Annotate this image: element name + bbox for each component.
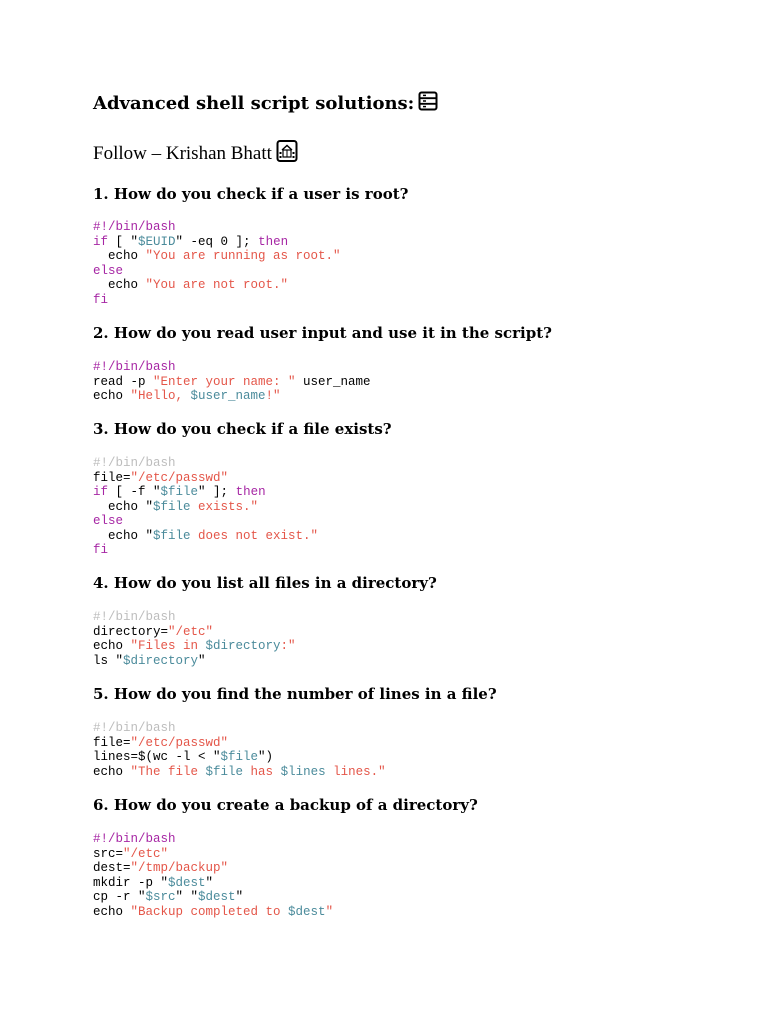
code-text: " -eq 0 ]; xyxy=(175,234,259,249)
page-title xyxy=(93,90,439,117)
code-text: lines=$(wc -l < " xyxy=(93,750,221,764)
code-shebang: #!/bin/bash xyxy=(93,360,176,374)
code-variable: $dest xyxy=(168,875,206,890)
page-title-text: Advanced shell script solutions: xyxy=(93,93,415,114)
code-shebang: #!/bin/bash xyxy=(93,721,176,735)
code-text: echo xyxy=(93,249,146,263)
code-text: user_name xyxy=(295,374,371,389)
file-cabinet-icon xyxy=(417,90,439,117)
code-string: !" xyxy=(265,389,281,403)
code-block-2 xyxy=(93,360,371,404)
code-variable: $file xyxy=(160,485,199,499)
follow-author xyxy=(93,139,299,169)
code-variable: $dest xyxy=(288,904,326,919)
code-string: "/tmp/backup" xyxy=(130,861,229,875)
code-text: echo xyxy=(93,764,131,779)
code-text: echo xyxy=(93,389,131,403)
code-text: echo xyxy=(93,278,146,292)
question-4: 4. How do you list all files in a directory? xyxy=(93,574,437,592)
code-string: "/etc" xyxy=(168,624,214,639)
code-text: file= xyxy=(93,735,131,750)
code-text: echo xyxy=(93,639,131,653)
code-shebang: #!/bin/bash xyxy=(93,456,176,470)
code-text: ls " xyxy=(93,653,124,668)
code-block-3 xyxy=(93,456,318,558)
code-text: read -p xyxy=(93,374,154,389)
code-variable: $file xyxy=(153,528,191,543)
question-5: 5. How do you find the number of lines in a file? xyxy=(93,685,497,703)
code-string: "/etc" xyxy=(123,846,169,861)
code-string: does not exist." xyxy=(190,528,319,543)
code-text: dest= xyxy=(93,861,131,875)
code-text: echo xyxy=(93,904,131,919)
question-1: 1. How do you check if a user is root? xyxy=(93,185,409,203)
code-variable: $EUID xyxy=(138,234,176,249)
code-string: "The file xyxy=(130,764,206,779)
code-variable: $directory xyxy=(205,639,281,653)
question-2: 2. How do you read user input and use it in the script? xyxy=(93,324,552,342)
code-text: echo " xyxy=(93,528,154,543)
code-string: exists." xyxy=(190,499,259,514)
code-variable: $src xyxy=(145,890,176,904)
code-text: cp -r " xyxy=(93,890,146,904)
code-variable: $file xyxy=(205,764,244,779)
code-string: "/etc/passwd" xyxy=(130,470,229,485)
office-building-icon xyxy=(275,139,299,169)
follow-text: Follow – Krishan Bhatt xyxy=(93,143,272,164)
code-keyword: fi xyxy=(93,543,109,557)
code-keyword: fi xyxy=(93,292,109,307)
code-shebang: #!/bin/bash xyxy=(93,832,176,846)
code-shebang: #!/bin/bash xyxy=(93,610,176,624)
code-string: "Backup completed to xyxy=(130,904,289,919)
code-keyword: if xyxy=(93,234,109,249)
code-text: src= xyxy=(93,846,124,861)
code-string: "/etc/passwd" xyxy=(130,735,229,750)
code-text: " xyxy=(198,653,206,668)
code-string: :" xyxy=(280,639,296,653)
code-text: file= xyxy=(93,470,131,485)
code-text: mkdir -p " xyxy=(93,875,169,890)
code-variable: $lines xyxy=(280,764,326,779)
code-text: [ -f " xyxy=(108,485,161,499)
code-string: lines." xyxy=(325,764,386,779)
code-string: "You are running as root." xyxy=(145,249,341,263)
code-text: " xyxy=(235,890,244,904)
code-text: " ]; xyxy=(198,485,236,499)
code-variable: $user_name xyxy=(190,389,266,403)
code-text: ") xyxy=(258,750,274,764)
code-text: echo " xyxy=(93,499,154,514)
code-text: [ " xyxy=(108,234,139,249)
code-string: "You are not root." xyxy=(145,278,289,292)
code-block-4 xyxy=(93,610,296,668)
code-variable: $file xyxy=(220,750,259,764)
code-block-6 xyxy=(93,832,333,919)
question-3: 3. How do you check if a file exists? xyxy=(93,420,392,438)
code-keyword: else xyxy=(93,263,124,278)
code-string: has xyxy=(243,764,281,779)
code-string: "Enter your name: " xyxy=(153,374,296,389)
code-string: "Hello, xyxy=(130,389,191,403)
code-variable: $dest xyxy=(198,890,236,904)
code-text: " " xyxy=(175,890,199,904)
code-string: "Files in xyxy=(130,639,206,653)
code-keyword: else xyxy=(93,514,124,528)
code-variable: $directory xyxy=(123,653,199,668)
code-block-5 xyxy=(93,721,386,779)
code-block-1 xyxy=(93,220,341,307)
code-string: " xyxy=(325,904,334,919)
code-text: directory= xyxy=(93,624,169,639)
code-keyword: then xyxy=(235,485,266,499)
code-variable: $file xyxy=(153,499,191,514)
question-6: 6. How do you create a backup of a directory? xyxy=(93,796,478,814)
code-keyword: if xyxy=(93,485,109,499)
code-keyword: then xyxy=(258,234,289,249)
code-text: " xyxy=(205,875,214,890)
code-shebang: #!/bin/bash xyxy=(93,220,176,234)
